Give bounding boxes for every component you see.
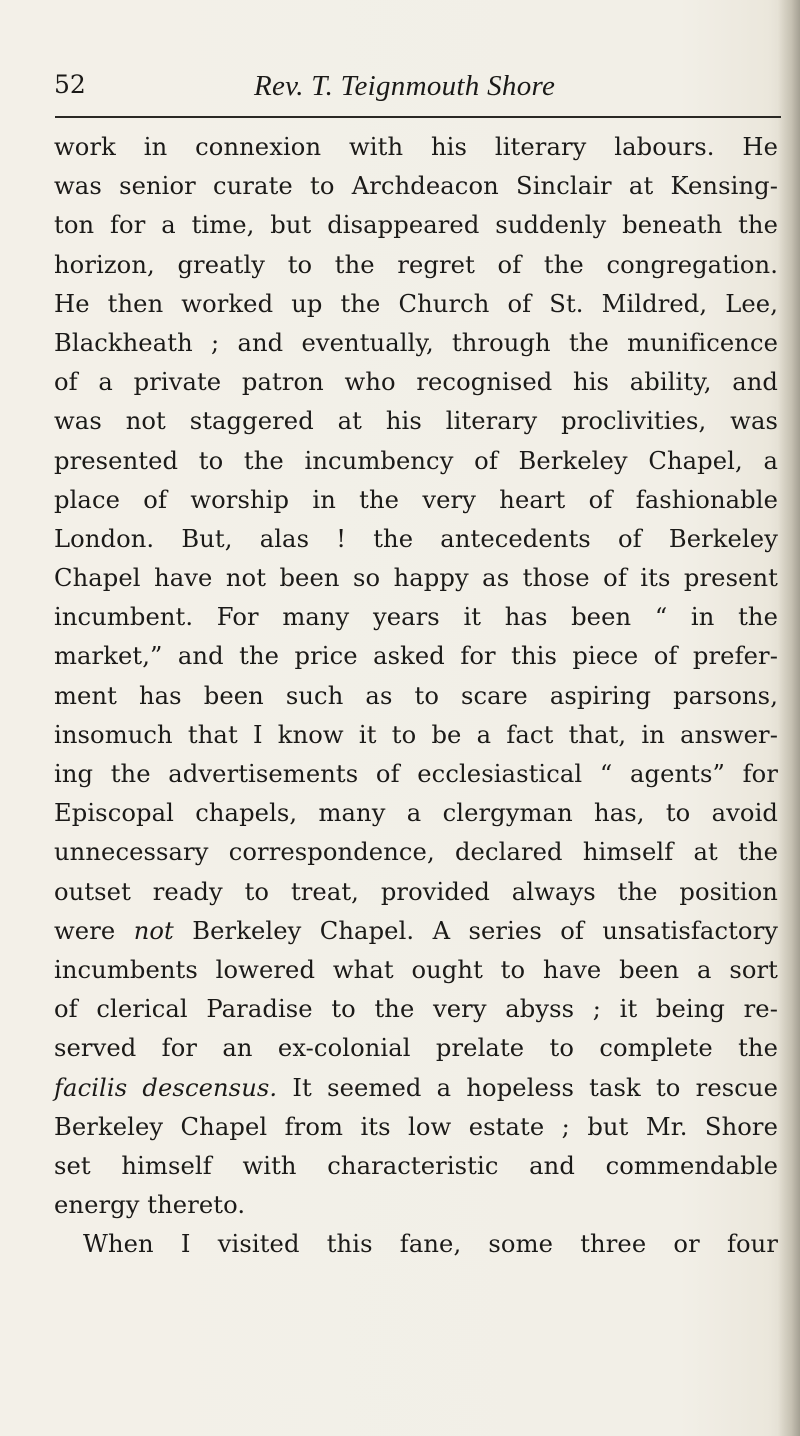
text-line: place of worship in the very heart of fashionable — [54, 485, 778, 514]
text-line: unnecessary correspondence, declared himself at the — [54, 838, 778, 867]
page-header — [54, 70, 784, 110]
text-line: was senior curate to Archdeacon Sinclair at Kensing- — [54, 172, 778, 201]
text-line — [54, 912, 778, 951]
text-line: Episcopal chapels, many a clergyman has, to avoid — [54, 799, 778, 828]
text-line: incumbent. For many years it has been “ in the — [54, 603, 778, 632]
italic-emphasis: not — [133, 916, 174, 945]
text-line: incumbents lowered what ought to have been a sort — [54, 955, 778, 984]
text-line: insomuch that I know it to be a fact that, in answer- — [54, 720, 778, 749]
text-line — [54, 1069, 778, 1108]
text-line: work in connexion with his literary labours. He — [54, 133, 778, 161]
text-line: energy thereto. — [54, 1191, 246, 1220]
text-line: was not staggered at his literary proclivities, was — [54, 407, 778, 436]
text-line: London. But, alas ! the antecedents of Berkeley — [54, 524, 778, 553]
page-edge-shadow — [778, 0, 800, 1436]
text-line: Berkeley Chapel from its low estate ; but Mr. Shore — [54, 1112, 778, 1141]
text-segment: Berkeley Chapel. A series of unsatisfactory — [192, 916, 779, 945]
text-line: presented to the incumbency of Berkeley Chapel, a — [54, 446, 778, 475]
text-segment: It seemed a hopeless task to rescue — [292, 1073, 778, 1102]
text-line: When I visited this fane, some three or four — [83, 1230, 778, 1259]
text-line: of clerical Paradise to the very abyss ; it being re- — [54, 995, 778, 1024]
text-line: outset ready to treat, provided always the position — [54, 877, 778, 906]
header-rule — [55, 116, 781, 118]
text-line: set himself with characteristic and commendable — [54, 1151, 778, 1180]
text-line: ment has been such as to scare aspiring parsons, — [54, 681, 778, 710]
text-line: horizon, greatly to the regret of the congregation. — [54, 250, 778, 279]
text-line: Blackheath ; and eventually, through the munificence — [54, 328, 778, 357]
text-line: market,” and the price asked for this piece of prefer- — [54, 642, 778, 671]
text-segment: were — [54, 916, 116, 945]
body-text — [54, 128, 778, 1264]
italic-phrase: facilis descensus. — [54, 1073, 278, 1102]
running-title: Rev. T. Teignmouth Shore — [254, 70, 556, 102]
text-line: He then worked up the Church of St. Mildred, Lee, — [54, 289, 778, 318]
text-line: served for an ex-colonial prelate to complete the — [54, 1034, 778, 1063]
text-line: ing the advertisements of ecclesiastical “ agents” for — [54, 760, 778, 788]
text-line: of a private patron who recognised his ability, and — [54, 368, 778, 397]
page-number: 52 — [54, 70, 86, 99]
text-line: ton for a time, but disappeared suddenly beneath the — [54, 211, 778, 240]
text-line: Chapel have not been so happy as those of its present — [54, 564, 778, 593]
